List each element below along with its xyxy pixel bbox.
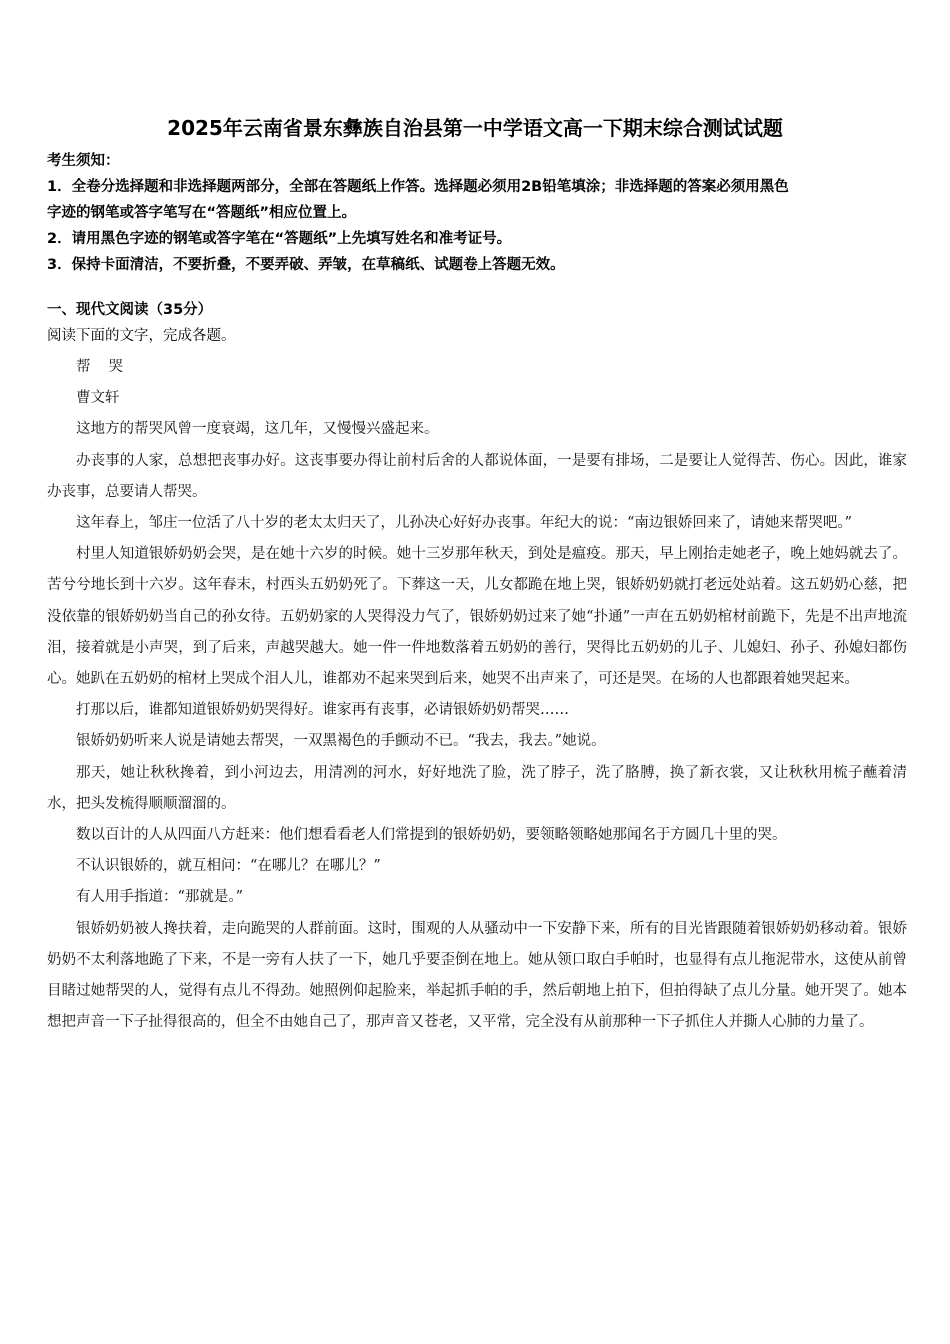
page-title: 2025年云南省景东彝族自治县第一中学语文高一下期末综合测试试题 — [167, 116, 783, 140]
article-paragraph: 那天，她让秋秋搀着，到小河边去，用清冽的河水，好好地洗了脸，洗了脖子，洗了胳膊，换了新衣裳，又让秋秋用梳子蘸着清水，把头发梳得顺顺溜溜的。 — [47, 764, 907, 812]
notice-line: 3．保持卡面清洁，不要折叠，不要弄破、弄皱，在草稿纸、试题卷上答题无效。 — [47, 257, 565, 273]
article-paragraph: 不认识银娇的，就互相问：“在哪儿？在哪儿？” — [76, 858, 381, 875]
article-paragraph: 这年春上，邹庄一位活了八十岁的老太太归天了，儿孙决心好好办丧事。年纪大的说：“南边银娇回来了，请她来帮哭吧。” — [76, 515, 853, 532]
article-paragraph: 银娇奶奶听来人说是请她去帮哭，一双黑褐色的手颤动不已。“我去，我去。”她说。 — [76, 733, 606, 750]
notice-line: 2．请用黑色字迹的钢笔或答字笔在“答题纸”上先填写姓名和准考证号。 — [47, 231, 512, 247]
exam-notice — [47, 148, 917, 278]
article-paragraph: 打那以后，谁都知道银娇奶奶哭得好。谁家再有丧事，必请银娇奶奶帮哭…… — [76, 702, 569, 719]
article-paragraph: 有人用手指道：“那就是。” — [76, 889, 244, 906]
section-instruction: 阅读下面的文字，完成各题。 — [47, 328, 236, 344]
article-paragraph: 办丧事的人家，总想把丧事办好。这丧事要办得让前村后舍的人都说体面，一是要有排场，二是要让人觉得苦、伤心。因此，谁家办丧事，总要请人帮哭。 — [47, 452, 907, 500]
notice-heading: 考生须知： — [47, 153, 120, 169]
article-paragraph: 村里人知道银娇奶奶会哭，是在她十六岁的时候。她十三岁那年秋天，到处是瘟疫。那天，早上刚抬走她老子，晚上她妈就去了。苦兮兮地长到十六岁。这年春末，村西头五奶奶死了。下葬这一天，儿女都跪在地上哭，银娇奶奶就打老远处站着。这五奶奶心慈，把没依靠的银娇奶奶当自己的孙女待。五奶奶家的人哭得没力气了，银娇奶奶过来了她“扑通”一声在五奶奶棺材前跪下，先是不出声地流泪，接着就是小声哭，到了后来，声越哭越大。她一件一件地数落着五奶奶的善行，哭得比五奶奶的儿子、儿媳妇、孙子、孙媳妇都伤心。她趴在五奶奶的棺材上哭成个泪人儿，谁都劝不起来哭到后来，她哭不出声来了，可还是哭。在场的人也都跟着她哭起来。 — [47, 546, 907, 688]
notice-line: 1．全卷分选择题和非选择题两部分，全部在答题纸上作答。选择题必须用2B铅笔填涂；非选择题的答案必须用黑色 — [47, 179, 789, 195]
article-paragraph: 这地方的帮哭风曾一度衰竭，这几年，又慢慢兴盛起来。 — [76, 421, 439, 438]
article-paragraph: 数以百计的人从四面八方赶来：他们想看看老人们常提到的银娇奶奶，要领略领略她那闻名于方圆几十里的哭。 — [76, 827, 787, 844]
article-title: 帮哭 — [76, 359, 141, 375]
article-author: 曹文轩 — [76, 390, 120, 407]
notice-line: 字迹的钢笔或答字笔写在“答题纸”相应位置上。 — [47, 205, 357, 221]
article-body — [47, 352, 907, 1038]
section-title: 一、现代文阅读（35分） — [47, 302, 213, 318]
article-paragraph: 银娇奶奶被人搀扶着，走向跪哭的人群前面。这时，围观的人从骚动中一下安静下来，所有的目光皆跟随着银娇奶奶移动着。银娇奶奶不太利落地跪了下来，不是一旁有人扶了一下，她几乎要歪倒在地上。她从领口取白手帕时，也显得有点儿拖泥带水，这使从前曾目睹过她帮哭的人，觉得有点儿不得劲。她照例仰起脸来，举起抓手帕的手，然后朝地上拍下，但拍得缺了点儿分量。她开哭了。她本想把声音一下子扯得很高的，但全不由她自己了，那声音又苍老，又平常，完全没有从前那种一下子抓住人并撕人心肺的力量了。 — [47, 920, 907, 1031]
